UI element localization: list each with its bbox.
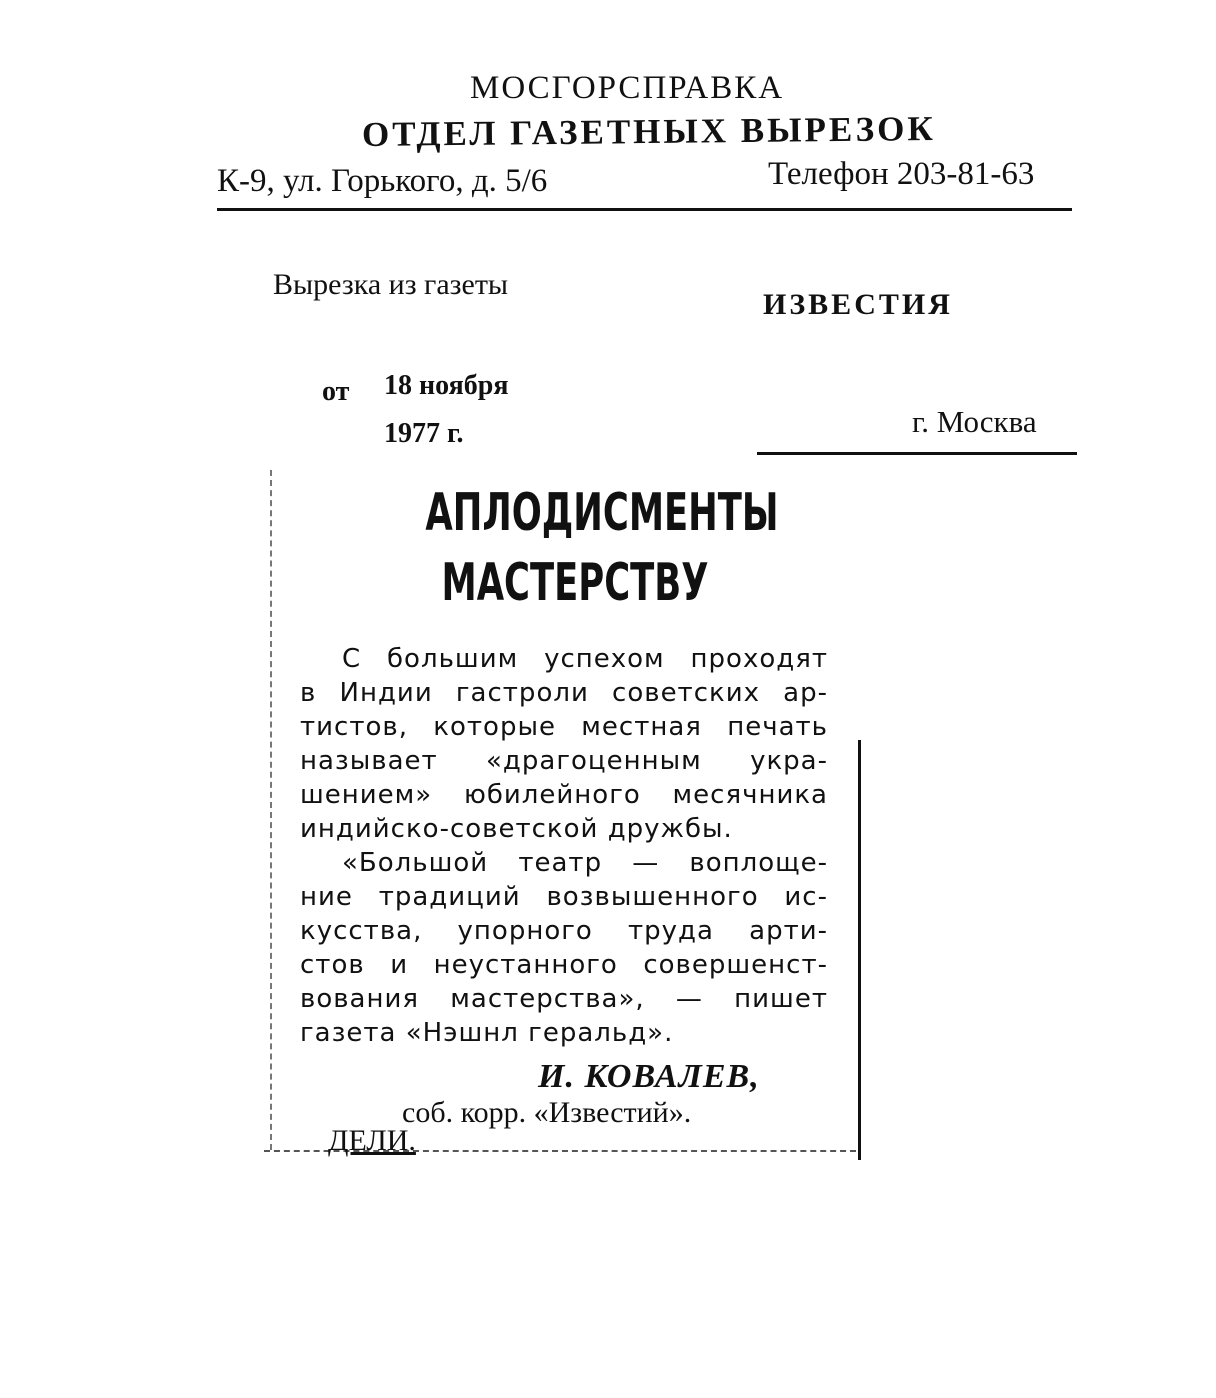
- author-name: И. КОВАЛЕВ,: [538, 1058, 760, 1095]
- header-divider: [217, 208, 1072, 211]
- date-day-month: 18 ноября: [384, 370, 509, 401]
- newspaper-name: ИЗВЕСТИЯ: [763, 288, 953, 321]
- frame-right-edge: [858, 740, 861, 1160]
- headline-line-2: МАСТЕРСТВУ: [441, 553, 709, 613]
- org-name: МОСГОРСПРАВКА: [470, 70, 785, 106]
- article-headline: [425, 478, 779, 618]
- address: К-9, ул. Горького, д. 5/6: [217, 163, 548, 199]
- body-line: тистов, которые местная печать: [300, 712, 828, 742]
- body-line: кусства, упорного труда арти-: [300, 916, 828, 946]
- body-line: газета «Нэшнл геральд».: [300, 1018, 674, 1048]
- body-line: стов и неустанного совершенст-: [300, 950, 828, 980]
- phone-number: Телефон 203-81-63: [768, 156, 1035, 192]
- department-name: ОТДЕЛ ГАЗЕТНЫХ ВЫРЕЗОК: [361, 108, 936, 155]
- city-divider: [757, 452, 1077, 455]
- body-line: в Индии гастроли советских ар-: [300, 678, 828, 708]
- date-prefix: от: [322, 376, 350, 407]
- body-line: индийско-советской дружбы.: [300, 814, 733, 844]
- city: г. Москва: [912, 404, 1037, 439]
- body-line: шением» юбилейного месячника: [300, 780, 828, 810]
- body-line: С большим успехом проходят: [342, 644, 828, 674]
- clipping-label: Вырезка из газеты: [273, 268, 509, 301]
- body-line: ние традиций возвышенного ис-: [300, 882, 828, 912]
- dateline: ДЕЛИ.: [328, 1124, 416, 1157]
- date-year: 1977 г.: [384, 418, 464, 449]
- author-title: соб. корр. «Известий».: [402, 1096, 692, 1129]
- article-body: [300, 642, 828, 1050]
- frame-left-edge: [270, 470, 272, 1150]
- body-line: вования мастерства», — пишет: [300, 984, 828, 1014]
- headline-line-1: АПЛОДИСМЕНТЫ: [425, 483, 779, 543]
- body-line: «Большой театр — воплоще-: [342, 848, 828, 878]
- body-line: называет «драгоценным укра-: [300, 746, 828, 776]
